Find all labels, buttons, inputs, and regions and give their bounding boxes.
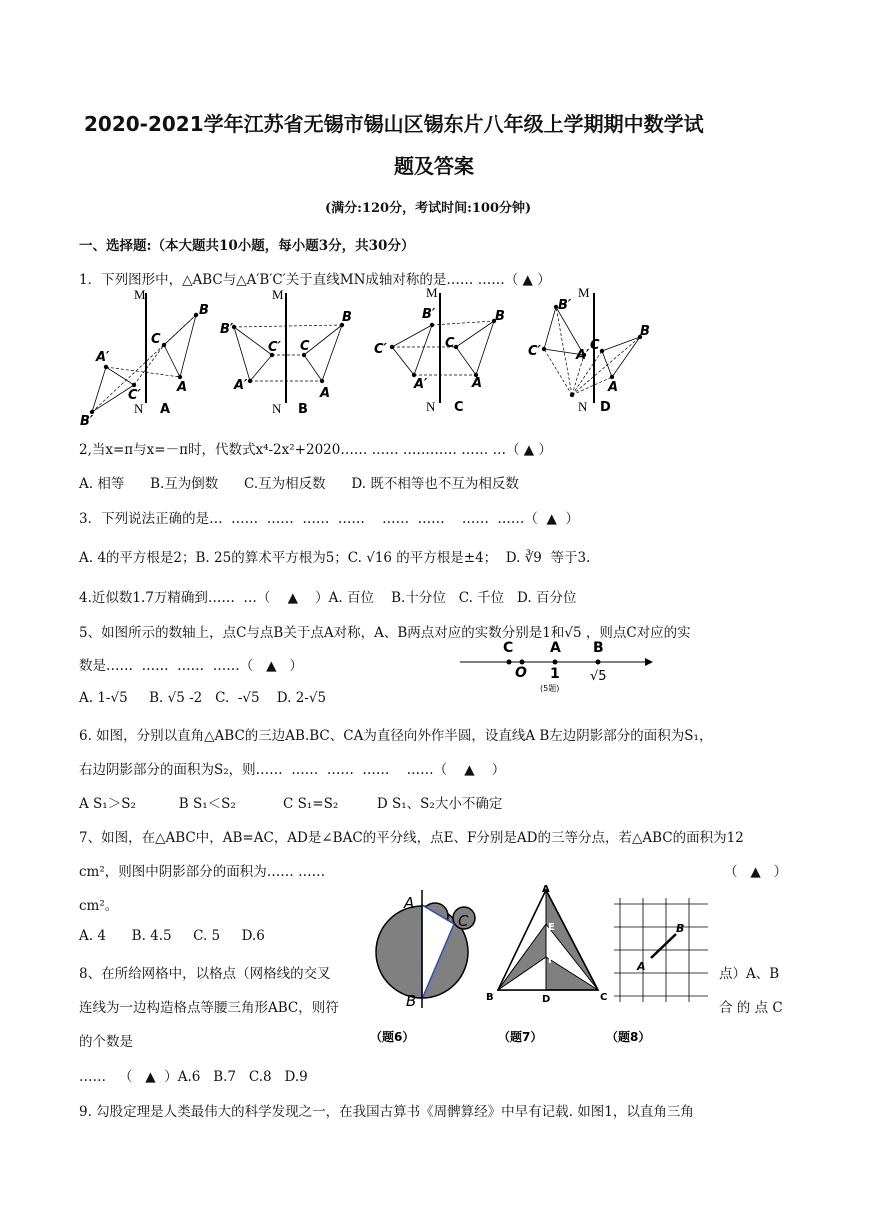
subtitle: (满分:120分，考试时间:100分钟) xyxy=(325,201,532,216)
q1a-B: B xyxy=(199,303,209,318)
figure-6 xyxy=(370,888,490,1044)
fig8-caption: （题8） xyxy=(606,1030,651,1044)
question-6-options: A S₁＞S₂ B S₁＜S₂ C S₁=S₂ D S₁、S₂大小不确定 xyxy=(79,796,503,812)
fig6-label-C: C xyxy=(458,912,469,930)
fig7-label-E: E xyxy=(548,922,555,933)
q5-label-A: A xyxy=(550,640,561,656)
question-4: 4.近似数1.7万精确到…… …（ ▲ ）A. 百位 B.十分位 C. 千位 D. 百分位 xyxy=(79,590,577,606)
svg-text:A: A xyxy=(472,376,483,391)
question-5-line2: 数是…… …… …… ……（ ▲ ） xyxy=(79,658,303,674)
figure-8 xyxy=(606,890,716,1050)
section-heading: 一、选择题:（本大题共10小题，每小题3分，共30分） xyxy=(79,238,415,254)
figure-7 xyxy=(484,884,614,1044)
svg-text:B: B xyxy=(640,324,650,339)
question-8-line2: 连线为一边构造格点等腰三角形ABC，则符 xyxy=(79,1000,339,1016)
q5-label-O: O xyxy=(515,665,527,681)
svg-text:A′: A′ xyxy=(414,377,428,392)
question-8-options: …… （ ▲ ）A.6 B.7 C.8 D.9 xyxy=(79,1069,308,1085)
svg-text:M: M xyxy=(272,287,284,302)
fig8-label-A: A xyxy=(637,960,646,973)
question-7-line1: 7、如图，在△ABC中，AB=AC，AD是∠BAC的平分线，点E、F分别是AD的三等分点，若△ABC的面积为12 xyxy=(79,830,744,846)
question-2-options: A. 相等 B.互为倒数 C.互为相反数 D. 既不相等也不互为相反数 xyxy=(79,476,519,492)
svg-text:C′: C′ xyxy=(374,342,387,357)
svg-text:A: A xyxy=(320,386,331,401)
svg-text:C′: C′ xyxy=(528,344,541,359)
svg-text:B′: B′ xyxy=(558,298,572,313)
q1-figure-d xyxy=(520,285,670,425)
svg-text:A: A xyxy=(608,380,619,395)
q1a-Ap: A′ xyxy=(96,350,110,365)
question-5-options: A. 1-√5 B. √5 -2 C. -√5 D. 2-√5 xyxy=(79,690,327,706)
svg-text:B′: B′ xyxy=(422,307,436,322)
fig8-label-B: B xyxy=(676,922,685,935)
q1-label-N: N xyxy=(134,401,144,416)
q1-figure-a xyxy=(76,285,226,429)
svg-text:C: C xyxy=(590,338,600,353)
q1-figure-c xyxy=(370,285,520,425)
svg-text:N: N xyxy=(426,399,436,414)
q5-number-line xyxy=(455,636,655,696)
q1-caption-d: D xyxy=(600,400,611,415)
page-title: 2020-2021学年江苏省无锡市锡山区锡东片八年级上学期期中数学试 xyxy=(84,112,704,136)
question-8-line1: 8、在所给网格中，以格点（网格线的交叉 xyxy=(79,966,331,982)
question-9: 9. 勾股定理是人类最伟大的科学发现之一，在我国古算书《周髀算经》中早有记载. 如图1，以直角三角 xyxy=(79,1104,694,1120)
question-7-bracket: （ ▲ ） xyxy=(724,864,788,880)
svg-text:M: M xyxy=(578,285,590,300)
fig7-label-D: D xyxy=(542,994,551,1005)
question-8-line1-end: 点）A、B xyxy=(719,966,780,982)
svg-text:A′: A′ xyxy=(234,378,248,393)
question-7-line2: cm²，则图中阴影部分的面积为…… …… xyxy=(79,864,326,880)
question-2: 2,当x=π与x=－π时，代数式x⁴-2x²+2020…… …… ………… …… …（ ▲ ） xyxy=(79,442,552,458)
svg-text:C: C xyxy=(300,339,310,354)
svg-text:B: B xyxy=(495,309,505,324)
q1a-Cp: C′ xyxy=(128,388,141,403)
question-3: 3．下列说法正确的是… …… …… …… …… …… …… …… ……（ ▲ ） xyxy=(79,511,579,527)
q5-label-C: C xyxy=(503,640,514,656)
fig7-label-B: B xyxy=(486,992,494,1003)
fig7-caption: （题7） xyxy=(498,1030,543,1044)
svg-text:B′: B′ xyxy=(220,322,234,337)
svg-text:A′: A′ xyxy=(576,348,590,363)
svg-text:M: M xyxy=(426,285,438,300)
fig7-label-A: A xyxy=(542,884,550,895)
question-5-line1: 5、如图所示的数轴上，点C与点B关于点A对称，A、B两点对应的实数分别是1和√5 ，则点C对应的实 xyxy=(79,625,691,641)
svg-text:N: N xyxy=(272,401,282,416)
fig7-label-F: F xyxy=(548,955,555,966)
fig7-label-C: C xyxy=(600,992,608,1003)
svg-text:B: B xyxy=(342,310,352,325)
q1a-C: C xyxy=(151,332,161,347)
q1a-A: A xyxy=(177,380,188,395)
question-8-line2-end: 合 的 点 C xyxy=(719,1000,783,1016)
q1-caption-c: C xyxy=(454,400,464,415)
fig6-label-B: B xyxy=(406,992,417,1010)
fig6-label-A: A xyxy=(404,894,415,912)
svg-text:C′: C′ xyxy=(268,340,281,355)
q5-caption: (5题) xyxy=(540,684,560,693)
fig6-caption: （题6） xyxy=(370,1030,415,1044)
q5-label-1: 1 xyxy=(550,666,560,682)
svg-text:C: C xyxy=(445,336,455,351)
svg-text:N: N xyxy=(578,399,588,414)
question-7-options: A. 4 B. 4.5 C. 5 D.6 xyxy=(79,928,265,944)
q1-label-M: M xyxy=(134,287,146,302)
question-6-line2: 右边阴影部分的面积为S₂，则…… …… …… …… ……（ ▲ ） xyxy=(79,762,506,778)
page-title-cont: 题及答案 xyxy=(394,154,474,178)
q5-label-sqrt5: √5 xyxy=(590,669,607,684)
question-8-line3: 的个数是 xyxy=(79,1034,133,1050)
q1a-Bp: B′ xyxy=(80,414,94,429)
question-1: 1．下列图形中，△ABC与△A′B′C′关于直线MN成轴对称的是…… ……（ ▲ ） xyxy=(79,272,551,288)
q1-caption-b: B xyxy=(298,402,308,417)
question-7-line3: cm²。 xyxy=(79,898,119,914)
q1-figure-b xyxy=(220,285,370,425)
question-3-options: A. 4的平方根是2；B. 25的算术平方根为5；C. √16 的平方根是±4； D. ∛9 等于3. xyxy=(79,550,591,566)
q5-label-B: B xyxy=(593,640,604,656)
q1-caption-a: A xyxy=(160,402,171,417)
question-6-line1: 6. 如图，分别以直角△ABC的三边AB.BC、CA为直径向外作半圆，设直线A B左边阴影部分的面积为S₁， xyxy=(79,728,713,744)
